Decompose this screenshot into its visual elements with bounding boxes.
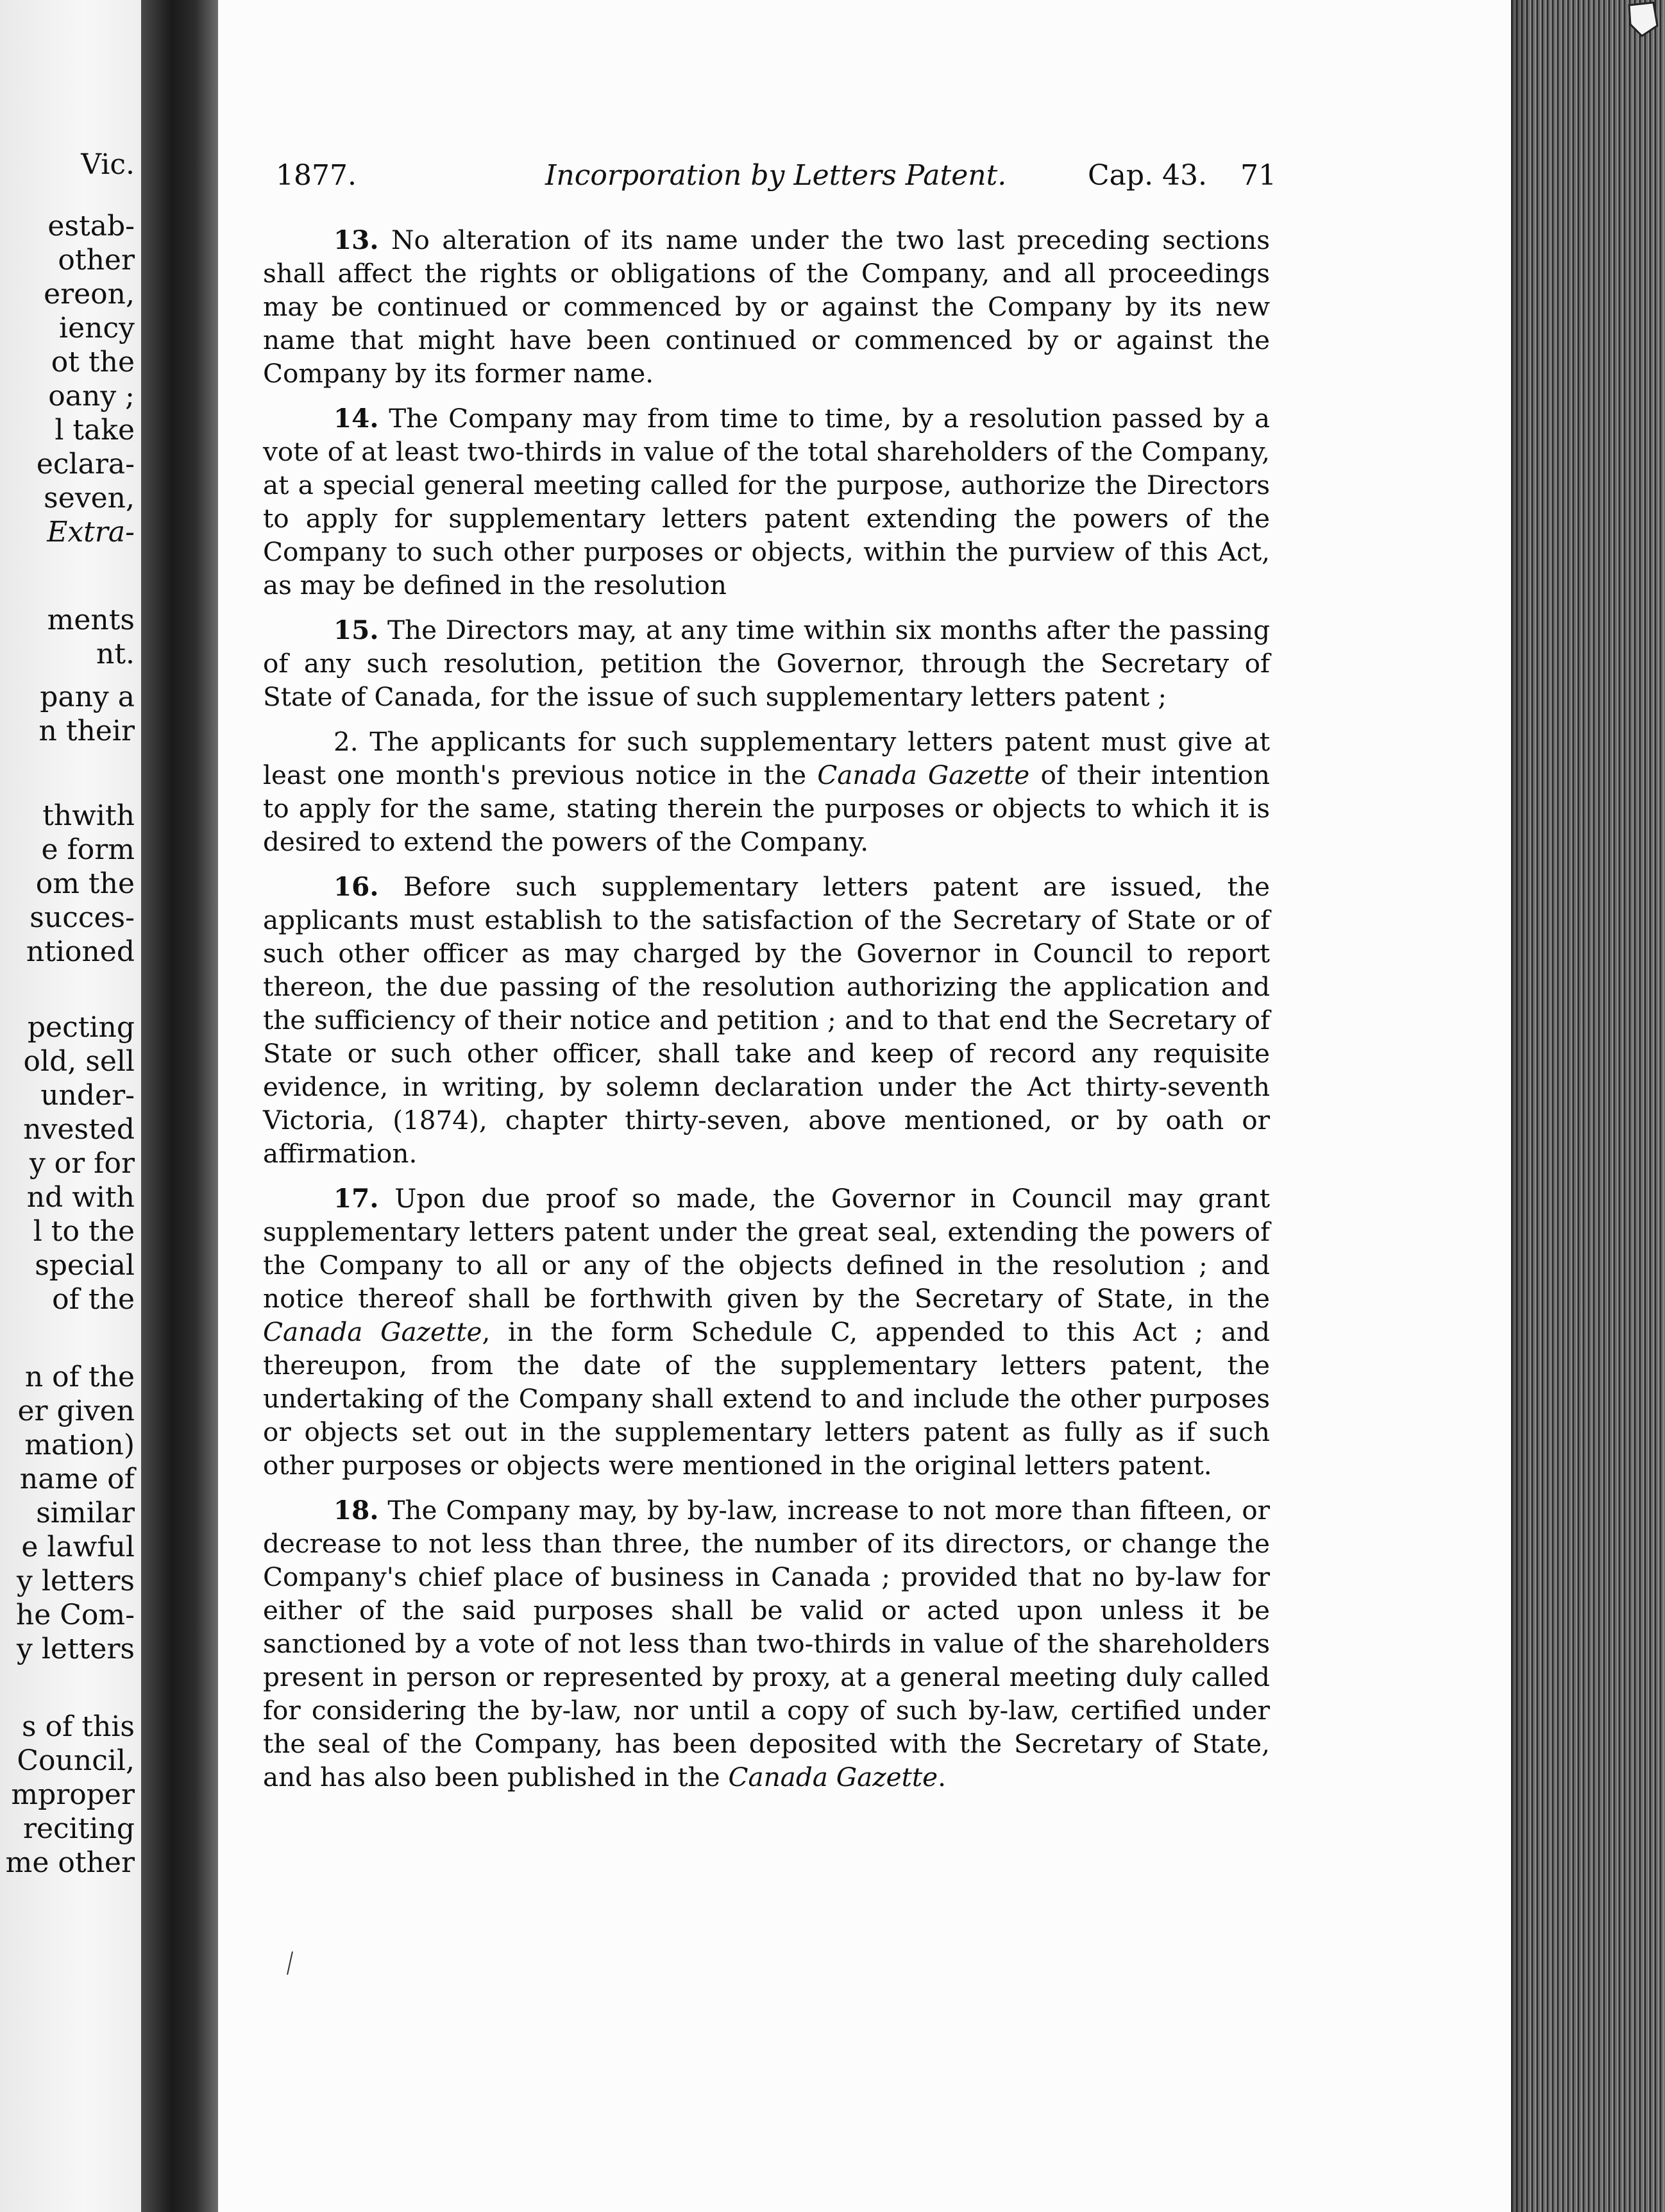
left-page-fragment: e lawful (21, 1531, 135, 1563)
book-gutter (141, 0, 218, 2212)
section-text: Before such supplementary letters patent are issued, the applicants must establish to the satisfaction of the Secretary of State or of such other officer as may charged by the Governor in Council to report thereon, the due passing of the resolution authorizing the application and the sufficiency of their notice and petition ; and to that end the Secretary of State or such other officer, shall take and keep of record any requisite evidence, in writing, by solemn declaration under the Act thirty-seventh Victoria, (1874), chapter thirty-seven, above mentioned, or by oath or affirmation. (263, 871, 1271, 1169)
left-page-fragment: reciting (22, 1812, 135, 1845)
section-number: 14. (334, 403, 379, 434)
left-page-fragment: Council, (17, 1744, 135, 1777)
left-page-fragment: l take (55, 414, 135, 447)
section-text: . (938, 1762, 946, 1792)
left-page-fragment: similar (36, 1497, 135, 1529)
running-header (276, 159, 1276, 204)
page-edge-shadow (1511, 0, 1530, 2212)
left-page-fragment: he Com- (15, 1599, 135, 1631)
left-page-fragment: ments (47, 604, 135, 636)
left-page-fragment: nvested (23, 1113, 135, 1146)
left-page-fragment: under- (40, 1079, 135, 1112)
left-page-fragment: estab- (47, 210, 135, 242)
page-number: 71 (1240, 159, 1276, 192)
section-text: 2. The applicants for such supplementary letters patent must give at least one month's previous notice in the (263, 726, 1270, 790)
section-13 (263, 223, 1270, 390)
left-page-fragment: y or for (29, 1147, 135, 1180)
left-page-fragment: mproper (11, 1778, 135, 1811)
section-text: The Company may, by by-law, increase to not more than fifteen, or decrease to not less than three, the number of its directors, or change the Company's chief place of business in Canada ; provided that no by-law for either of the said purposes shall be valid or acted upon unless it be sanctioned by a vote of not less than two-thirds in value of the shareholders present in person or represented by proxy, at a general meeting duly called for considering the by-law, nor until a copy of such by-law, certified under the seal of the Company, has been deposited with the Secretary of State, and has also been published in the (263, 1495, 1270, 1792)
left-page-fragment: s of this (22, 1710, 135, 1743)
section-14 (263, 402, 1270, 602)
section-16 (263, 870, 1270, 1170)
section-text: The Directors may, at any time within six months after the passing of any such resolution, petition the Governor, through the Secretary of State of Canada, for the issue of such supplementary letters patent ; (263, 615, 1270, 712)
statute-text (263, 223, 1270, 1805)
section-text: , in the form Schedule C, appended to this Act ; and thereupon, from the date of the supplementary letters patent, the undertaking of the Company shall extend to and include the other purposes or objects set out in the supplementary letters patent as fully as if such other purposes or objects were mentioned in the original letters patent. (263, 1316, 1270, 1481)
left-page-fragment: Extra- (47, 516, 135, 549)
gazette-title: Canada Gazette (817, 760, 1030, 790)
section-number: 18. (334, 1495, 379, 1526)
left-page-fragment: nt. (96, 638, 135, 670)
section-number: 15. (334, 615, 379, 645)
left-page-fragment: e form (41, 833, 135, 866)
left-page-header-fragment: Vic. (81, 148, 135, 181)
section-18 (263, 1493, 1270, 1794)
left-page-fragment: iency (59, 312, 135, 345)
stray-pencil-mark (283, 1950, 296, 1976)
left-page-fragment: oany ; (48, 380, 135, 413)
left-page-fragment: n of the (24, 1361, 135, 1393)
section-17 (263, 1182, 1270, 1482)
gazette-title: Canada Gazette (728, 1762, 938, 1792)
left-page-fragment: om the (35, 867, 135, 900)
section-15 (263, 613, 1270, 713)
left-page-fragment: n their (38, 715, 135, 747)
left-page-fragment: of the (52, 1283, 135, 1316)
section-text: The Company may from time to time, by a resolution passed by a vote of at least two-thirds in value of the total shareholders of the Company, at a special general meeting called for the purpose, authorize the Directors to apply for supplementary letters patent extending the powers of the Company to such other purposes or objects, within the purview of this Act, as may be defined in the resolution (263, 403, 1270, 600)
left-page-fragment: pecting (27, 1011, 135, 1044)
left-page-fragment: y letters (17, 1633, 135, 1665)
section-text: of their intention to apply for the same, stating therein the purposes or objects to which it is desired to extend the powers of the Company. (263, 760, 1270, 857)
header-title: Incorporation by Letters Patent. (545, 159, 1007, 192)
left-page-fragment: pany a (40, 681, 135, 713)
section-number: 16. (334, 871, 379, 902)
left-page-fragment: seven, (44, 482, 135, 515)
header-year: 1877. (276, 159, 357, 192)
left-page-fragment: me other (5, 1846, 135, 1879)
left-page-fragment: nd with (26, 1181, 135, 1214)
left-page-fragment: ot the (51, 346, 135, 379)
section-number: 17. (334, 1183, 379, 1214)
left-page-fragment: mation) (24, 1429, 135, 1461)
book-page-edges (1511, 0, 1665, 2212)
section-text: No alteration of its name under the two last preceding sections shall affect the rights or obligations of the Company, and all proceedings may be continued or commenced by or against the Company by its new name that might have been continued or commenced by or against the Company by its former name. (263, 225, 1270, 389)
left-page-fragment: er given (17, 1395, 135, 1427)
left-page (0, 0, 141, 2212)
section-number: 13. (334, 225, 379, 255)
left-page-fragment: ereon, (44, 278, 135, 311)
gazette-title: Canada Gazette (263, 1316, 482, 1347)
left-page-fragment: y letters (17, 1565, 135, 1597)
left-page-fragment: eclara- (36, 448, 135, 481)
left-page-fragment: l to the (33, 1215, 135, 1248)
left-page-fragment: other (58, 244, 135, 276)
section-text: Upon due proof so made, the Governor in Council may grant supplementary letters patent under the great seal, extending the powers of the Company to all or any of the objects defined in the resolution ; and notice thereof shall be forthwith given by the Secretary of State, in the (263, 1183, 1270, 1314)
corner-clip-icon (1623, 0, 1661, 38)
left-page-fragment: name of (19, 1463, 135, 1495)
left-page-fragment: thwith (42, 799, 135, 832)
left-page-fragment: ntioned (26, 935, 135, 968)
left-page-fragment: old, sell (23, 1045, 135, 1078)
left-page-fragment: succes- (30, 901, 135, 934)
section-15-subsection-2 (263, 725, 1270, 858)
header-chapter: Cap. 43. (1088, 159, 1208, 192)
left-page-fragment: special (35, 1249, 135, 1282)
